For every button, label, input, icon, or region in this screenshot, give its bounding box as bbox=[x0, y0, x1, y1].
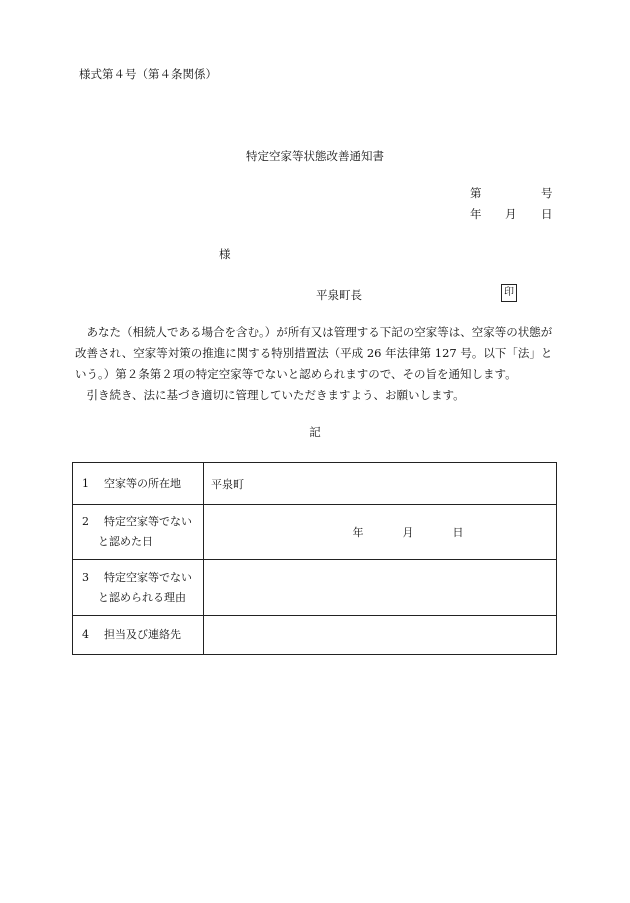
recognized-date-year: 年 bbox=[352, 526, 364, 539]
ki-heading: 記 bbox=[309, 425, 321, 439]
table-row bbox=[73, 616, 557, 655]
table-row bbox=[73, 505, 557, 560]
row-label-text: 担当及び連絡先 bbox=[104, 628, 181, 641]
date-year-label: 年 bbox=[470, 207, 482, 221]
issuer-name: 平泉町長 bbox=[316, 288, 362, 302]
notice-body bbox=[75, 322, 560, 406]
location-value: 平泉町 bbox=[204, 463, 557, 505]
row-label-text-cont: と認めた日 bbox=[98, 535, 153, 548]
seal-mark: 印 bbox=[501, 284, 517, 302]
reason-value bbox=[204, 560, 557, 616]
row-number: 3 bbox=[82, 570, 89, 584]
body-paragraph-2: 引き続き、法に基づき適切に管理していただきますよう、お願いします。 bbox=[86, 388, 465, 402]
date-month-label: 月 bbox=[505, 207, 517, 221]
row-number: 1 bbox=[82, 476, 89, 490]
addressee-suffix: 様 bbox=[219, 247, 231, 261]
row-label-text: 空家等の所在地 bbox=[104, 476, 181, 490]
body-paragraph-1: あなた（相続人である場合を含む。）が所有又は管理する下記の空家等は、空家等の状態が改善され、空家等対策の推進に関する特別措置法（平成 26 年法律第 127 号。以下「法」という。）第２条第２項の特定空家等でないと認められますので、その旨を通知します。 bbox=[75, 325, 553, 381]
row-label-text-cont: と認められる理由 bbox=[98, 590, 186, 604]
row-label-text: 特定空家等でない bbox=[104, 570, 192, 584]
recognized-date-month: 月 bbox=[402, 526, 414, 539]
row-number: 2 bbox=[82, 515, 89, 528]
table-row bbox=[73, 463, 557, 505]
document-number-prefix: 第 bbox=[470, 186, 482, 200]
row-label-contact bbox=[73, 616, 204, 655]
row-label-recognized-date bbox=[73, 505, 204, 560]
recognized-date-value bbox=[204, 505, 557, 560]
details-table bbox=[72, 462, 557, 655]
date-day-label: 日 bbox=[541, 207, 553, 221]
contact-value bbox=[204, 616, 557, 655]
document-title: 特定空家等状態改善通知書 bbox=[246, 149, 384, 163]
recognized-date-day: 日 bbox=[452, 526, 464, 539]
row-label-text: 特定空家等でない bbox=[104, 515, 192, 528]
document-number-suffix: 号 bbox=[541, 186, 553, 200]
row-label-location bbox=[73, 463, 204, 505]
form-number: 様式第４号（第４条関係） bbox=[79, 67, 217, 81]
row-label-reason bbox=[73, 560, 204, 616]
table-row bbox=[73, 560, 557, 616]
row-number: 4 bbox=[82, 628, 89, 641]
